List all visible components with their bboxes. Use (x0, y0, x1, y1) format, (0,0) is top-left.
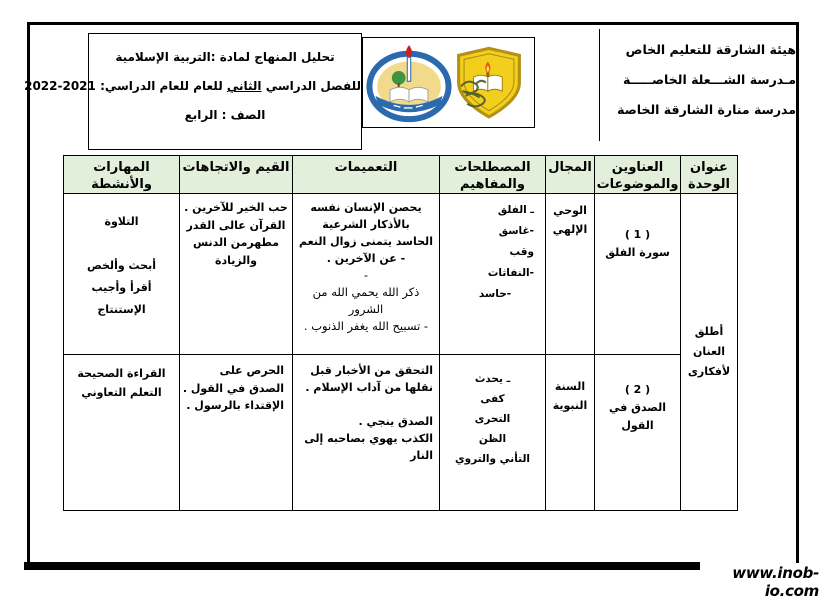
curriculum-title-box (24, 33, 362, 150)
generalizations-cell (293, 194, 440, 355)
school-name-shoala: مـدرسة الشـــعلة الخاصـــــة (623, 72, 796, 87)
text-line: ذكر الله يحمي الله من الشرور (312, 285, 420, 316)
header-generalizations: التعميمات (293, 156, 440, 194)
text-line: ـ الفلق (497, 204, 534, 216)
text-line: الصدق في القول (608, 401, 667, 432)
school-logos-box (362, 37, 535, 128)
text-line: الحاسد يتمنى زوال النعم - عن الآخرين . (299, 235, 433, 265)
domain-cell: الوحي الإلهي (546, 194, 595, 355)
text-line: التحرى (474, 413, 511, 425)
text-line (295, 396, 433, 413)
text-line: أقرأ وأجيب (91, 281, 152, 294)
text-line: حب الخير للآخرين . (184, 201, 288, 214)
text-line: كفى (480, 393, 505, 405)
values-cell (180, 194, 293, 355)
text-line: -حاسد (478, 288, 512, 300)
footer-divider-bar (24, 562, 700, 570)
curriculum-analysis-table (63, 155, 738, 511)
text-line: التأني والتروي (454, 453, 531, 465)
text-line: أبحث وألخص (87, 259, 156, 272)
title-grade-line: الصف : الرابع (184, 108, 266, 122)
text-line: مطهرمن الدنس والزيادة (192, 236, 280, 267)
unit-title-cell: أطلق العنان لأفكارى (681, 194, 738, 511)
text-line: التحقق من الأخبار قبل نقلها من آداب الإسلام . (305, 364, 433, 394)
header-values-attitudes: القيم والاتجاهات (180, 156, 293, 194)
text-line: الظن (478, 433, 507, 445)
school-name-manarat: مدرسة منارة الشارقة الخاصة (617, 102, 796, 117)
header-skills-activities: المهارات والأنشطة (64, 156, 180, 194)
text-line: التعلم التعاوني (81, 386, 162, 399)
term-line-prefix: للفصل الدراسي (261, 79, 361, 93)
table-header-row (64, 156, 738, 194)
term-line-suffix: للعام للعام الدراسي: 2021-2022 (24, 79, 227, 93)
text-line: الصدق ينجي . (358, 415, 433, 428)
text-line: سورة الفلق (605, 246, 670, 259)
table-row (64, 194, 738, 355)
text-line: - تسبيح الله يغفر الذنوب . (303, 319, 429, 333)
text-line: الكذب يهوي بصاحبه إلى النار (304, 432, 433, 462)
school-name-authority: هيئة الشارقة للتعليم الخاص (625, 42, 796, 57)
text-line: التلاوة (104, 215, 139, 228)
school-names-block (599, 29, 800, 141)
table-row (64, 355, 738, 511)
header-domain: المجال (546, 156, 595, 194)
shoala-shield-school-logo-icon (449, 46, 529, 120)
text-line: ( 2 ) (624, 383, 651, 396)
text-line: - (363, 268, 369, 282)
text-line: القرآن عالى القدر (186, 218, 286, 232)
title-subject-line: تحليل المنهاج لمادة :التربية الإسلامية (115, 50, 335, 64)
header-terms-concepts: المصطلحات والمفاهيم (440, 156, 546, 194)
text-line: الحرص على الصدق في القول . (182, 364, 284, 395)
text-line: القراءة الصحيحة (77, 367, 166, 380)
text-line: -النفاثات (487, 267, 534, 279)
term-line-underlined: الثاني (226, 79, 262, 93)
header-topics: العناوين والموضوعات (595, 156, 681, 194)
generalizations-cell (293, 355, 440, 511)
text-line: وقب (509, 246, 534, 258)
terms-cell (440, 355, 546, 511)
text-line: ـ يحدث (474, 373, 511, 385)
skills-cell (64, 194, 180, 355)
text-line: ( 1 ) (624, 228, 651, 241)
domain-cell: السنة النبوية (546, 355, 595, 511)
manarat-sharjah-oval-school-logo-icon (366, 43, 452, 123)
topics-cell (595, 355, 681, 511)
values-cell (180, 355, 293, 511)
text-line: -غاسق (498, 225, 534, 237)
text-line: الإستنتاج (97, 303, 146, 316)
text-line: يحصن الإنسان نفسه بالأذكار الشرعية (310, 201, 422, 231)
terms-cell (440, 194, 546, 355)
watermark-url: www.inob-io.com (732, 564, 819, 600)
text-line (66, 233, 177, 255)
curriculum-table (63, 155, 738, 511)
header-unit-title: عنوان الوحدة (681, 156, 738, 194)
title-term-line (24, 72, 361, 101)
text-line: الإقتداء بالرسول . (186, 399, 284, 412)
topics-cell (595, 194, 681, 355)
skills-cell (64, 355, 180, 511)
